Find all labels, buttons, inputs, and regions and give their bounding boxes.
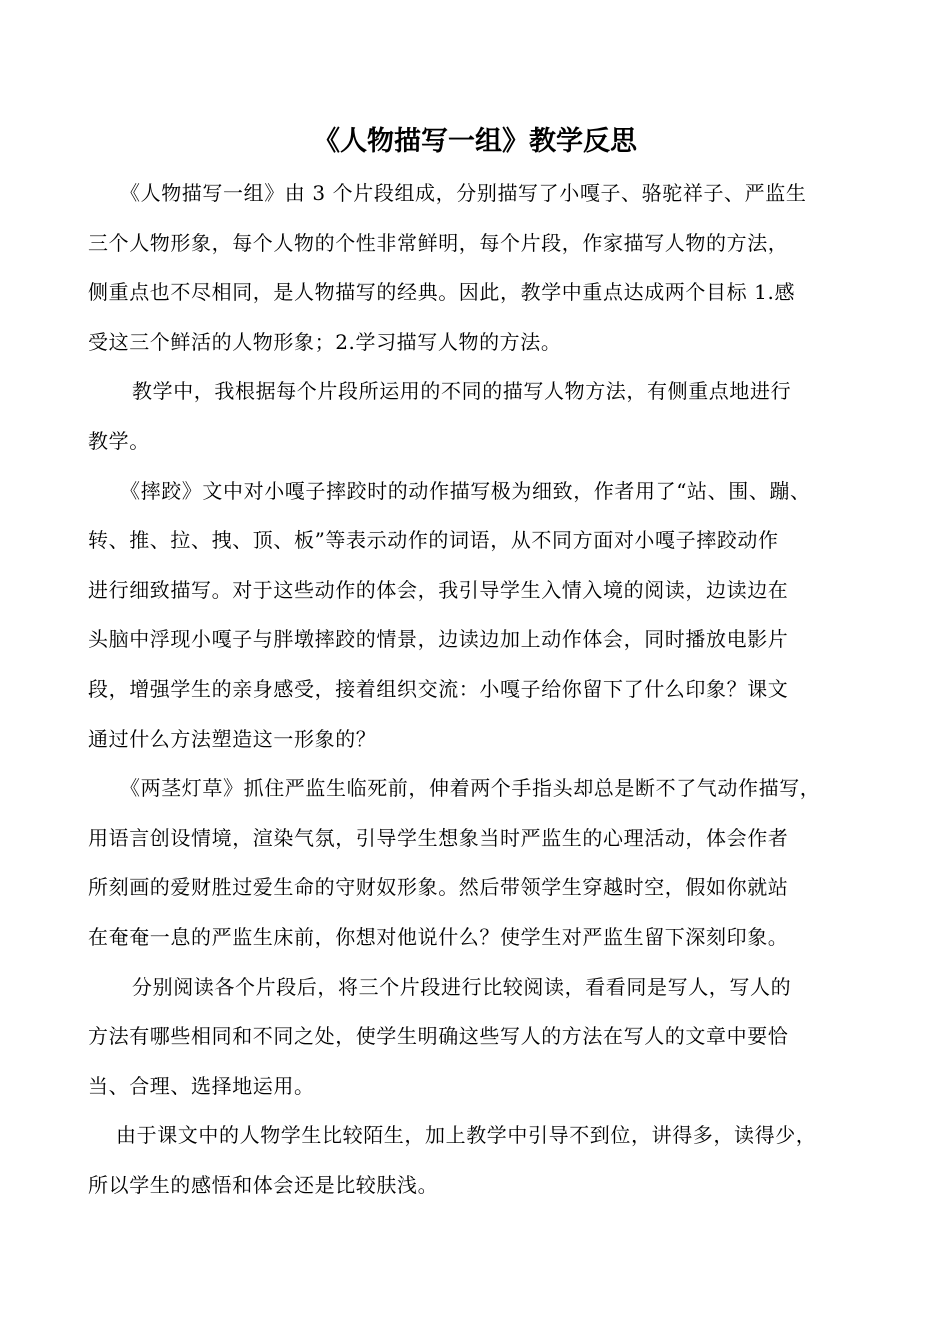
text-line: 段，增强学生的亲身感受，接着组织交流：小嘎子给你留下了什么印象？课文: [88, 676, 789, 701]
text-line: 方法有哪些相同和不同之处，使学生明确这些写人的方法在写人的文章中要恰: [88, 1024, 789, 1049]
text-line: 进行细致描写。对于这些动作的体会，我引导学生入情入境的阅读，边读边在: [88, 577, 789, 602]
text-line: 《两茎灯草》抓住严监生临死前，伸着两个手指头却总是断不了气动作描写，: [120, 776, 821, 801]
text-line: 由于课文中的人物学生比较陌生，加上教学中引导不到位，讲得多，读得少，: [116, 1123, 817, 1148]
text-line: 在奄奄一息的严监生床前，你想对他说什么？使学生对严监生留下深刻印象。: [88, 924, 789, 949]
text-line: 用语言创设情境，渲染气氛，引导学生想象当时严监生的心理活动，体会作者: [88, 825, 789, 850]
text-line: 当、合理、选择地运用。: [88, 1073, 315, 1098]
paragraph-lamp-wicks: [88, 770, 878, 968]
text-line: 通过什么方法塑造这一形象的？: [88, 726, 377, 751]
text-line: 《人物描写一组》由 3 个片段组成，分别描写了小嘎子、骆驼祥子、严监生: [120, 181, 807, 205]
text-line: 《摔跤》文中对小嘎子摔跤时的动作描写极为细致，作者用了“站、围、蹦、: [120, 478, 811, 503]
text-line: 受这三个鲜活的人物形象；2.学习描写人物的方法。: [88, 329, 562, 354]
text-line: 侧重点也不尽相同，是人物描写的经典。因此，教学中重点达成两个目标 1.感: [88, 280, 796, 305]
text-line: 转、推、拉、拽、顶、板”等表示动作的词语，从不同方面对小嘎子摔跤动作: [88, 528, 779, 553]
paragraph-method: [88, 373, 878, 472]
paragraph-comparison: [88, 969, 878, 1118]
paragraph-wrestling: [88, 473, 878, 771]
text-line: 分别阅读各个片段后，将三个片段进行比较阅读，看看同是写人，写人的: [132, 974, 792, 999]
paragraph-reflection: [88, 1117, 878, 1216]
paragraph-intro: [88, 175, 878, 373]
document-body: [88, 175, 878, 1216]
text-line: 教学。: [88, 428, 150, 453]
text-line: 头脑中浮现小嘎子与胖墩摔跤的情景，边读边加上动作体会，同时播放电影片: [88, 627, 789, 652]
text-line: 所以学生的感悟和体会还是比较肤浅。: [88, 1172, 439, 1197]
text-line: 教学中，我根据每个片段所运用的不同的描写人物方法，有侧重点地进行: [132, 379, 792, 404]
text-line: 所刻画的爱财胜过爱生命的守财奴形象。然后带领学生穿越时空，假如你就站: [88, 875, 789, 900]
text-line: 三个人物形象，每个人物的个性非常鲜明，每个片段，作家描写人物的方法，: [88, 230, 789, 255]
document-title: 《人物描写一组》教学反思: [313, 126, 637, 157]
